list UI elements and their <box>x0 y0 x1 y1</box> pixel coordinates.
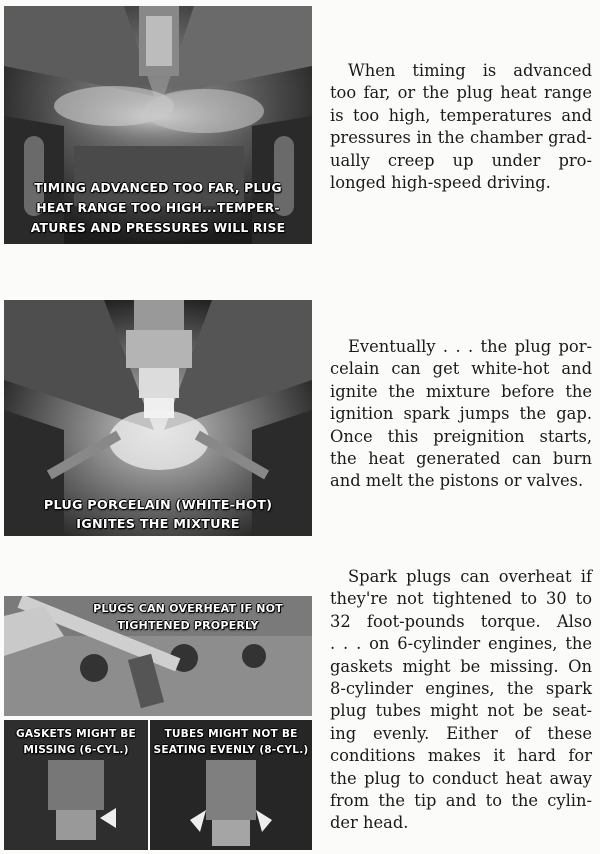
combustion-chamber-photo-2 <box>4 300 312 536</box>
photo-caption: TUBES MIGHT NOT BE SEATING EVENLY (8-CYL.) <box>153 728 309 756</box>
tube-photo <box>150 720 312 850</box>
photo-caption: GASKETS MIGHT BE MISSING (6-CYL.) <box>16 728 136 756</box>
spark-plug-tightening-photo <box>4 596 312 716</box>
paragraph-overheat: Spark plugs can overheat if they're not tightened to 30 to 32 foot-pounds torque. Also . . . on 6-cylinder engines, the gaskets might be missing. On 8-cylinder engines, the spark plug tubes might not be seat- ing evenly. Either of these conditions makes it hard for the plug to conduct heat away from the tip and to the cylin- der head. <box>330 567 592 833</box>
paragraph-eventually: Eventually . . . the plug por- celain can get white-hot and ignite the mixture before the ignition spark jumps the gap. Once this preignition starts, the heat generated can burn and melt the pistons or valves. <box>330 337 592 491</box>
paragraph-timing: When timing is advanced too far, or the plug heat range is too high, temperatures and pressures in the chamber grad- ually creep up under pro- longed high-speed driving. <box>330 61 592 193</box>
photo-caption: PLUG PORCELAIN (WHITE-HOT) IGNITES THE MIXTURE <box>43 498 273 532</box>
combustion-chamber-photo-1 <box>4 6 312 244</box>
gasket-photo <box>4 720 148 850</box>
photo-caption: PLUGS CAN OVERHEAT IF NOT TIGHTENED PROPERLY <box>93 602 283 632</box>
photo-caption: TIMING ADVANCED TOO FAR, PLUG HEAT RANGE TOO HIGH...TEMPER- ATURES AND PRESSURES WILL RISE <box>30 180 286 235</box>
